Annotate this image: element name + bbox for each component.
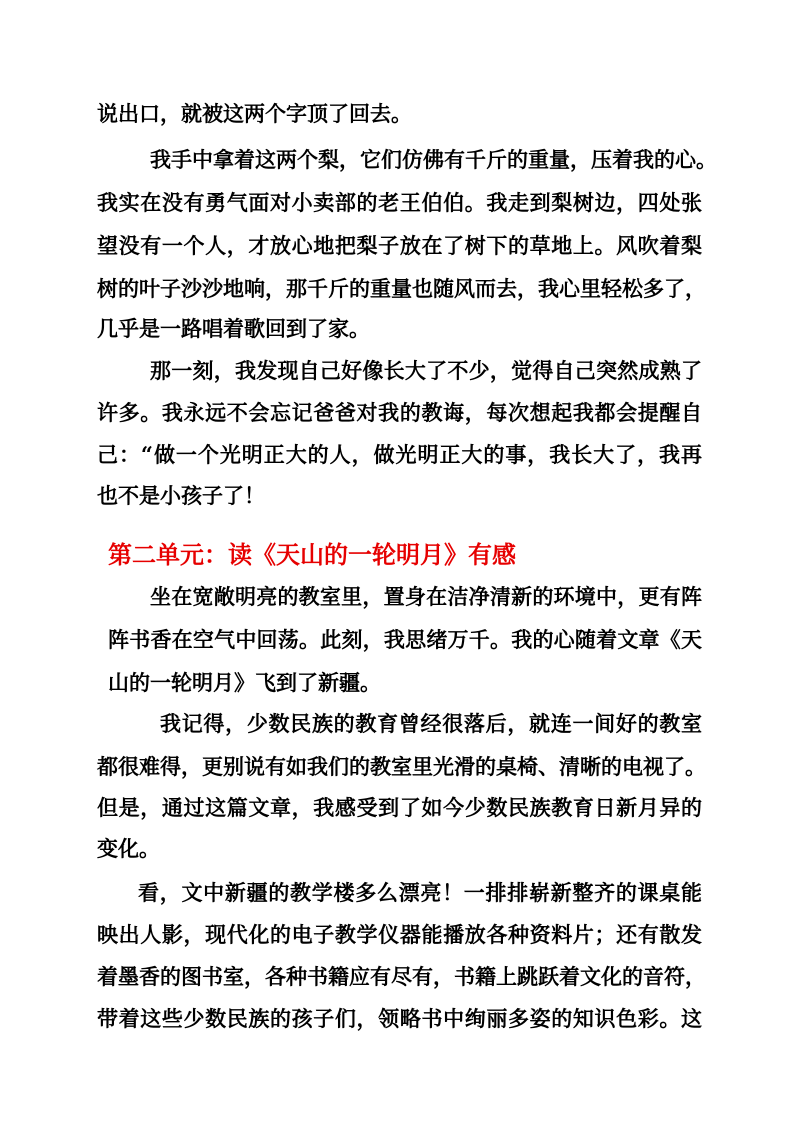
paragraph-line: 变化。	[97, 836, 160, 861]
paragraph-line: 树的叶子沙沙地响，那千斤的重量也随风而去，我心里轻松多了，	[97, 276, 706, 301]
paragraph-line: 看，文中新疆的教学楼多么漂亮！一排排崭新整齐的课桌能	[138, 880, 702, 905]
paragraph-line: 带着这些少数民族的孩子们，领略书中绚丽多姿的知识色彩。这	[97, 1006, 702, 1031]
paragraph-line: 许多。我永远不会忘记爸爸对我的教诲，每次想起我都会提醒自	[97, 400, 702, 425]
paragraph-line: 但是，通过这篇文章，我感受到了如今少数民族教育日新月异的	[97, 795, 702, 820]
paragraph-line: 也不是小孩子了！	[97, 483, 265, 508]
paragraph-line: 山的一轮明月》飞到了新疆。	[108, 670, 381, 695]
paragraph-line: 映出人影，现代化的电子教学仪器能播放各种资料片；还有散发	[97, 922, 702, 947]
paragraph-line: 我实在没有勇气面对小卖部的老王伯伯。我走到梨树边，四处张	[97, 190, 702, 215]
paragraph-line: 几乎是一路唱着歌回到了家。	[97, 316, 370, 341]
section-heading: 第二单元：读《天山的一轮明月》有感	[108, 540, 516, 569]
paragraph-line: 说出口，就被这两个字顶了回去。	[97, 101, 412, 126]
paragraph-line: 己：“做一个光明正大的人，做光明正大的事，我长大了，我再	[97, 442, 702, 467]
paragraph-line: 着墨香的图书室，各种书籍应有尽有，书籍上跳跃着文化的音符，	[97, 964, 706, 989]
paragraph-line: 我手中拿着这两个梨，它们仿佛有千斤的重量，压着我的心。	[150, 147, 717, 172]
paragraph-line: 我记得，少数民族的教育曾经很落后，就连一间好的教室	[160, 711, 702, 736]
paragraph-line: 阵书香在空气中回荡。此刻，我思绪万千。我的心随着文章《天	[108, 627, 702, 652]
paragraph-line: 望没有一个人，才放心地把梨子放在了树下的草地上。风吹着梨	[97, 233, 702, 258]
paragraph-line: 坐在宽敞明亮的教室里，置身在洁净清新的环境中，更有阵	[150, 584, 702, 609]
paragraph-line: 那一刻，我发现自己好像长大了不少，觉得自己突然成熟了	[150, 358, 702, 383]
paragraph-line: 都很难得，更别说有如我们的教室里光滑的桌椅、清晰的电视了。	[97, 754, 706, 779]
